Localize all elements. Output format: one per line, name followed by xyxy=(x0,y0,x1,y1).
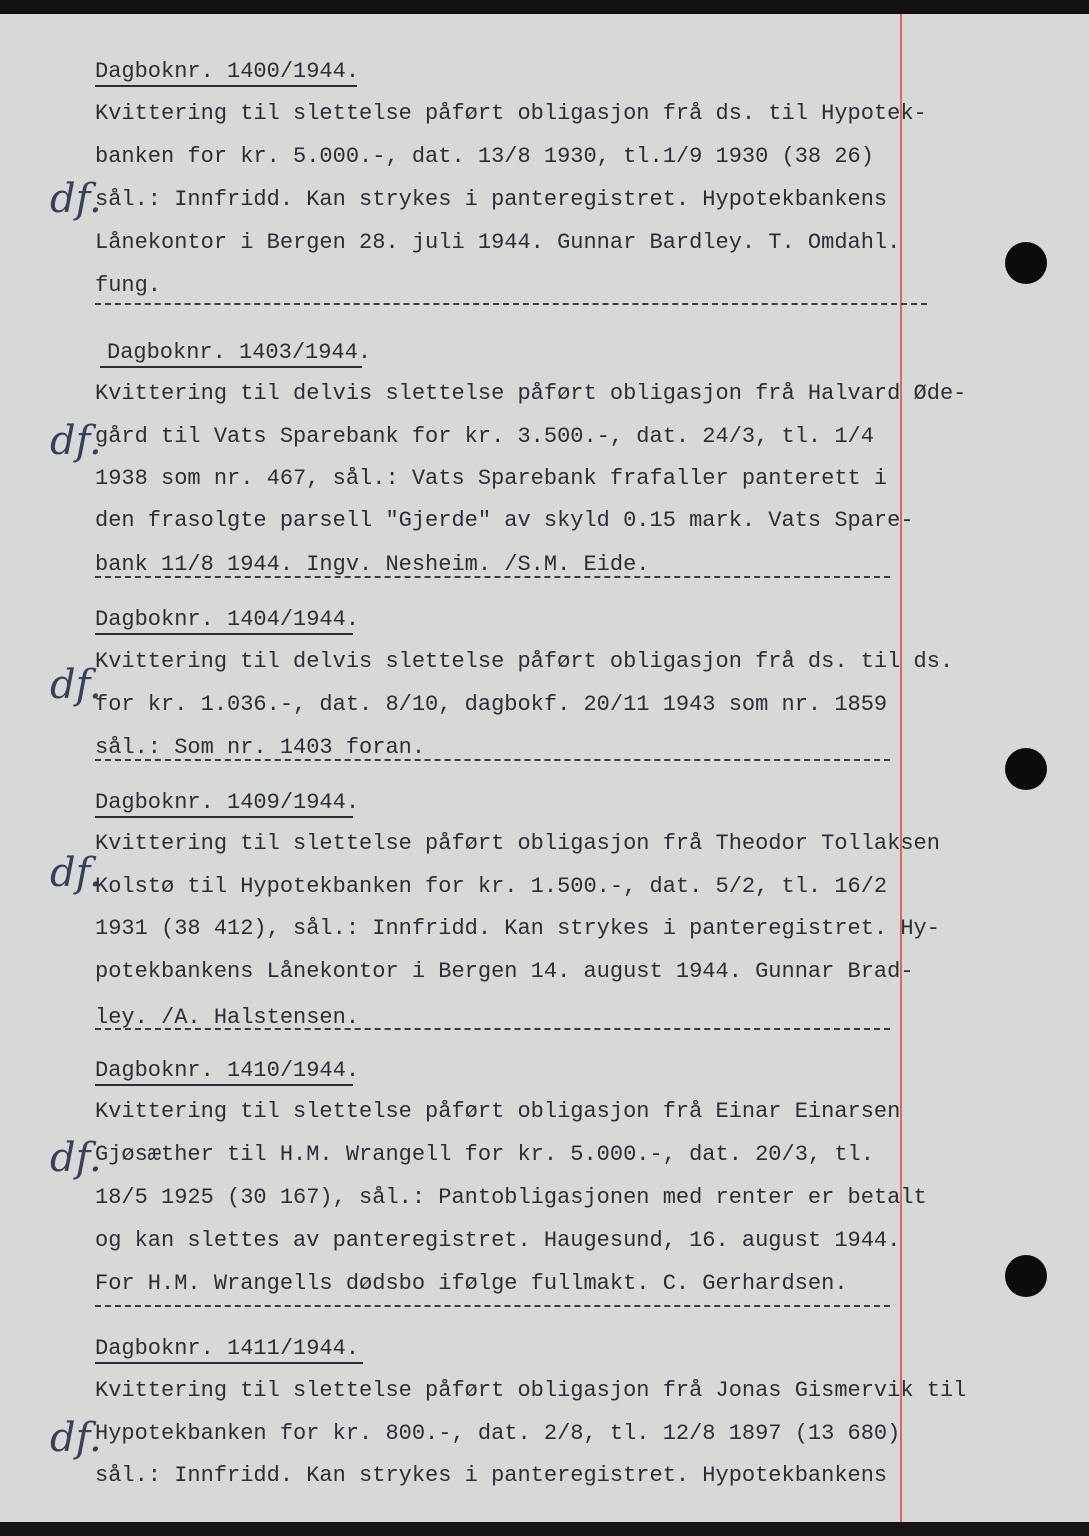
entry-heading: Dagboknr. 1410/1944. xyxy=(95,1058,360,1083)
entry-line: ley. /A. Halstensen. xyxy=(95,1005,360,1030)
punch-hole xyxy=(1005,1255,1047,1297)
punch-hole xyxy=(1005,748,1047,790)
entry-line: sål.: Innfridd. Kan strykes i panteregistret. Hypotekbankens xyxy=(95,187,888,212)
entry-line: sål.: Som nr. 1403 foran. xyxy=(95,735,426,760)
margin-mark: df. xyxy=(50,662,102,708)
separator-line xyxy=(95,759,890,761)
margin-mark: df. xyxy=(50,1415,102,1461)
separator-line xyxy=(95,1028,890,1030)
margin-mark: df. xyxy=(50,176,102,222)
entry-heading: Dagboknr. 1409/1944. xyxy=(95,790,360,815)
entry-line: Gjøsæther til H.M. Wrangell for kr. 5.000.-, dat. 20/3, tl. xyxy=(95,1142,874,1167)
entry-line: Kvittering til delvis slettelse påført obligasjon frå Halvard Øde- xyxy=(95,381,967,406)
entry-heading: Dagboknr. 1404/1944. xyxy=(95,607,360,632)
heading-underline xyxy=(95,816,353,818)
entry-line: 1931 (38 412), sål.: Innfridd. Kan strykes i panteregistret. Hy- xyxy=(95,916,940,941)
heading-underline xyxy=(95,85,357,87)
entry-line: For H.M. Wrangells dødsbo ifølge fullmakt. C. Gerhardsen. xyxy=(95,1271,848,1296)
scan-bottom-edge xyxy=(0,1522,1089,1536)
margin-mark: df. xyxy=(50,850,102,896)
punch-hole xyxy=(1005,242,1047,284)
entry-line: sål.: Innfridd. Kan strykes i panteregistret. Hypotekbankens xyxy=(95,1463,888,1488)
separator-line xyxy=(95,576,890,578)
entry-line: Kvittering til slettelse påført obligasjon frå Theodor Tollaksen xyxy=(95,831,940,856)
entry-line: og kan slettes av panteregistret. Haugesund, 16. august 1944. xyxy=(95,1228,901,1253)
entry-line: banken for kr. 5.000.-, dat. 13/8 1930, tl.1/9 1930 (38 26) xyxy=(95,144,874,169)
entry-line: den frasolgte parsell "Gjerde" av skyld 0.15 mark. Vats Spare- xyxy=(95,508,914,533)
separator-line xyxy=(95,303,927,305)
heading-underline xyxy=(100,366,362,368)
separator-line xyxy=(95,1305,890,1307)
entry-line: Lånekontor i Bergen 28. juli 1944. Gunnar Bardley. T. Omdahl. xyxy=(95,230,901,255)
entry-line: potekbankens Lånekontor i Bergen 14. august 1944. Gunnar Brad- xyxy=(95,959,914,984)
entry-line: Kvittering til slettelse påført obligasjon frå Jonas Gismervik til xyxy=(95,1378,967,1403)
entry-line: 1938 som nr. 467, sål.: Vats Sparebank frafaller panterett i xyxy=(95,466,888,491)
heading-underline xyxy=(95,1084,353,1086)
entry-line: gård til Vats Sparebank for kr. 3.500.-, dat. 24/3, tl. 1/4 xyxy=(95,424,874,449)
entry-line: fung. xyxy=(95,273,162,298)
margin-mark: df. xyxy=(50,418,102,464)
heading-underline xyxy=(95,633,353,635)
entry-line: bank 11/8 1944. Ingv. Nesheim. /S.M. Eide. xyxy=(95,552,650,577)
entry-heading: Dagboknr. 1403/1944. xyxy=(107,340,372,365)
heading-underline xyxy=(95,1362,363,1364)
entry-line: 18/5 1925 (30 167), sål.: Pantobligasjonen med renter er betalt xyxy=(95,1185,927,1210)
entry-line: Kvittering til delvis slettelse påført obligasjon frå ds. til ds. xyxy=(95,649,954,674)
entry-line: Kolstø til Hypotekbanken for kr. 1.500.-, dat. 5/2, tl. 16/2 xyxy=(95,874,888,899)
entry-heading: Dagboknr. 1411/1944. xyxy=(95,1336,360,1361)
entry-line: Kvittering til slettelse påført obligasjon frå Einar Einarsen xyxy=(95,1099,901,1124)
entry-line: Kvittering til slettelse påført obligasjon frå ds. til Hypotek- xyxy=(95,101,927,126)
scan-top-edge xyxy=(0,0,1089,14)
entry-line: Hypotekbanken for kr. 800.-, dat. 2/8, tl. 12/8 1897 (13 680) xyxy=(95,1421,901,1446)
entry-line: for kr. 1.036.-, dat. 8/10, dagbokf. 20/11 1943 som nr. 1859 xyxy=(95,692,888,717)
entry-heading: Dagboknr. 1400/1944. xyxy=(95,59,360,84)
margin-mark: df. xyxy=(50,1135,102,1181)
